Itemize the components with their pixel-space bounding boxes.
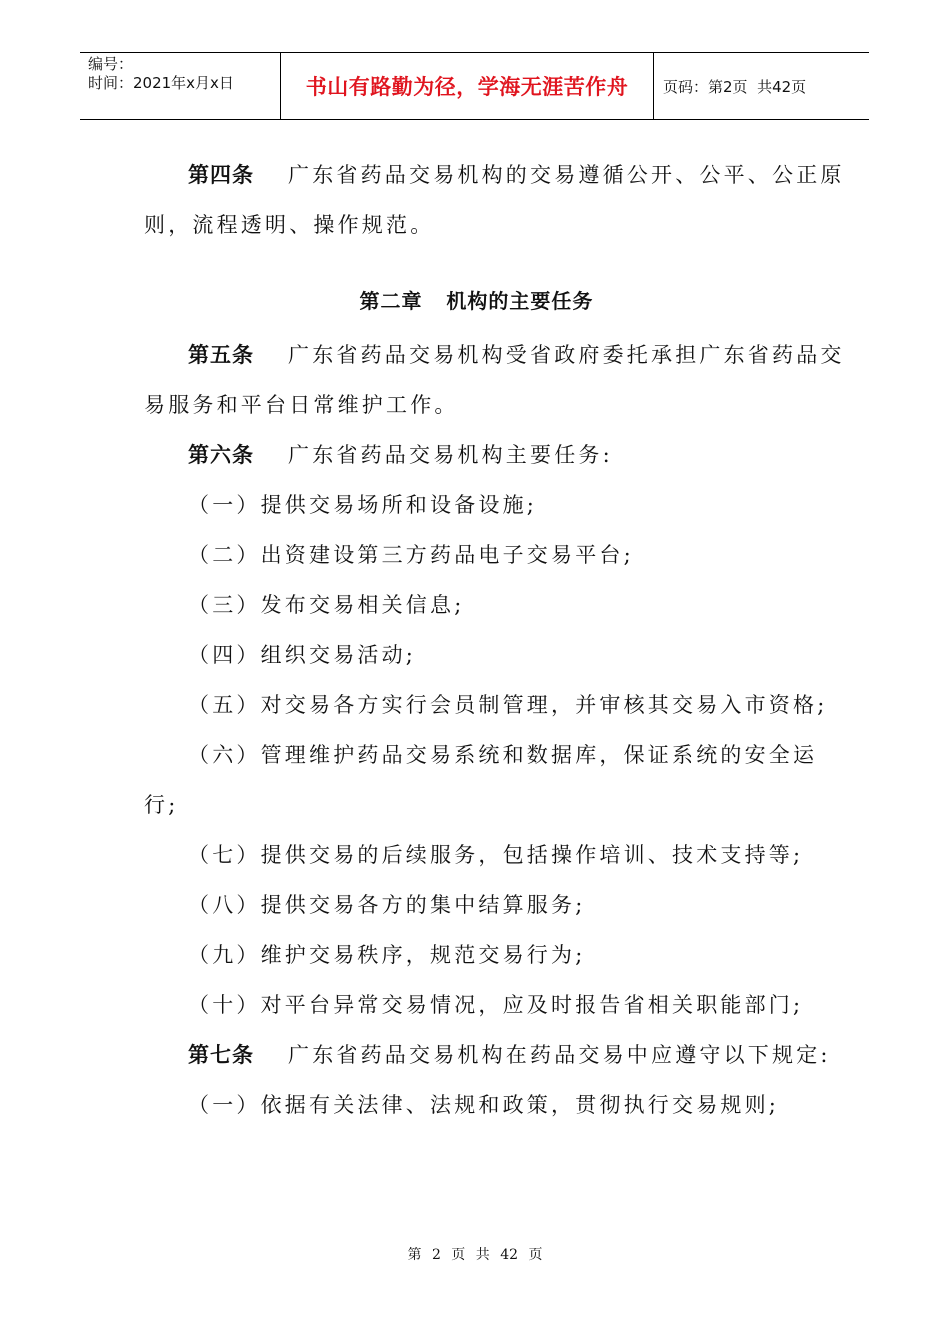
article-6-item: （五）对交易各方实行会员制管理，并审核其交易入市资格; (188, 693, 828, 717)
article-5-line-2: 易服务和平台日常维护工作。 (144, 393, 459, 417)
article-4-label: 第四条 (188, 163, 254, 187)
article-7-intro-text: 广东省药品交易机构在药品交易中应遵守以下规定: (288, 1043, 831, 1067)
article-6-item: （七）提供交易的后续服务，包括操作培训、技术支持等; (188, 843, 804, 867)
article-6-item: （十）对平台异常交易情况，应及时报告省相关职能部门; (188, 993, 804, 1017)
header-meta (80, 53, 281, 119)
article-6-intro (144, 430, 809, 480)
document-time: 时间：2021年x月x日 (88, 74, 234, 92)
article-6-item: （四）组织交易活动; (188, 643, 417, 667)
article-6-label: 第六条 (188, 443, 254, 467)
page-info-text: 页码：第2页 共42页 (663, 77, 807, 96)
document-number-label: 编号： (88, 55, 134, 73)
article-5-label: 第五条 (188, 343, 254, 367)
article-7-intro (144, 1030, 831, 1080)
page-footer: 第 2 页 共 42 页 (407, 1247, 543, 1263)
header-motto (281, 53, 654, 119)
document-body (144, 150, 845, 1130)
article-7-label: 第七条 (188, 1043, 254, 1067)
article-4-text-1: 广东省药品交易机构的交易遵循公开、公平、公正原 (288, 163, 845, 187)
article-5-line-1 (144, 330, 845, 380)
article-5-text-1: 广东省药品交易机构受省政府委托承担广东省药品交 (288, 343, 845, 367)
article-6-item: （八）提供交易各方的集中结算服务; (188, 893, 586, 917)
article-6-item: （九）维护交易秩序，规范交易行为; (188, 943, 586, 967)
chapter-2-title: 第二章 机构的主要任务 (359, 289, 594, 313)
article-6-item: （六）管理维护药品交易系统和数据库，保证系统的安全运 (188, 743, 818, 767)
article-4-line-2: 则，流程透明、操作规范。 (144, 213, 435, 237)
page-header (80, 52, 869, 120)
article-6-item: （二）出资建设第三方药品电子交易平台; (188, 543, 634, 567)
header-page-info (654, 53, 869, 119)
article-6-item: （一）提供交易场所和设备设施; (188, 493, 538, 517)
article-6-item-continuation: 行; (144, 793, 179, 817)
article-6-item: （三）发布交易相关信息; (188, 593, 465, 617)
article-4-line-1 (144, 150, 845, 200)
motto-text: 书山有路勤为径，学海无涯苦作舟 (305, 75, 629, 99)
article-7-item: （一）依据有关法律、法规和政策，贯彻执行交易规则; (188, 1093, 780, 1117)
article-6-intro-text: 广东省药品交易机构主要任务: (288, 443, 613, 467)
